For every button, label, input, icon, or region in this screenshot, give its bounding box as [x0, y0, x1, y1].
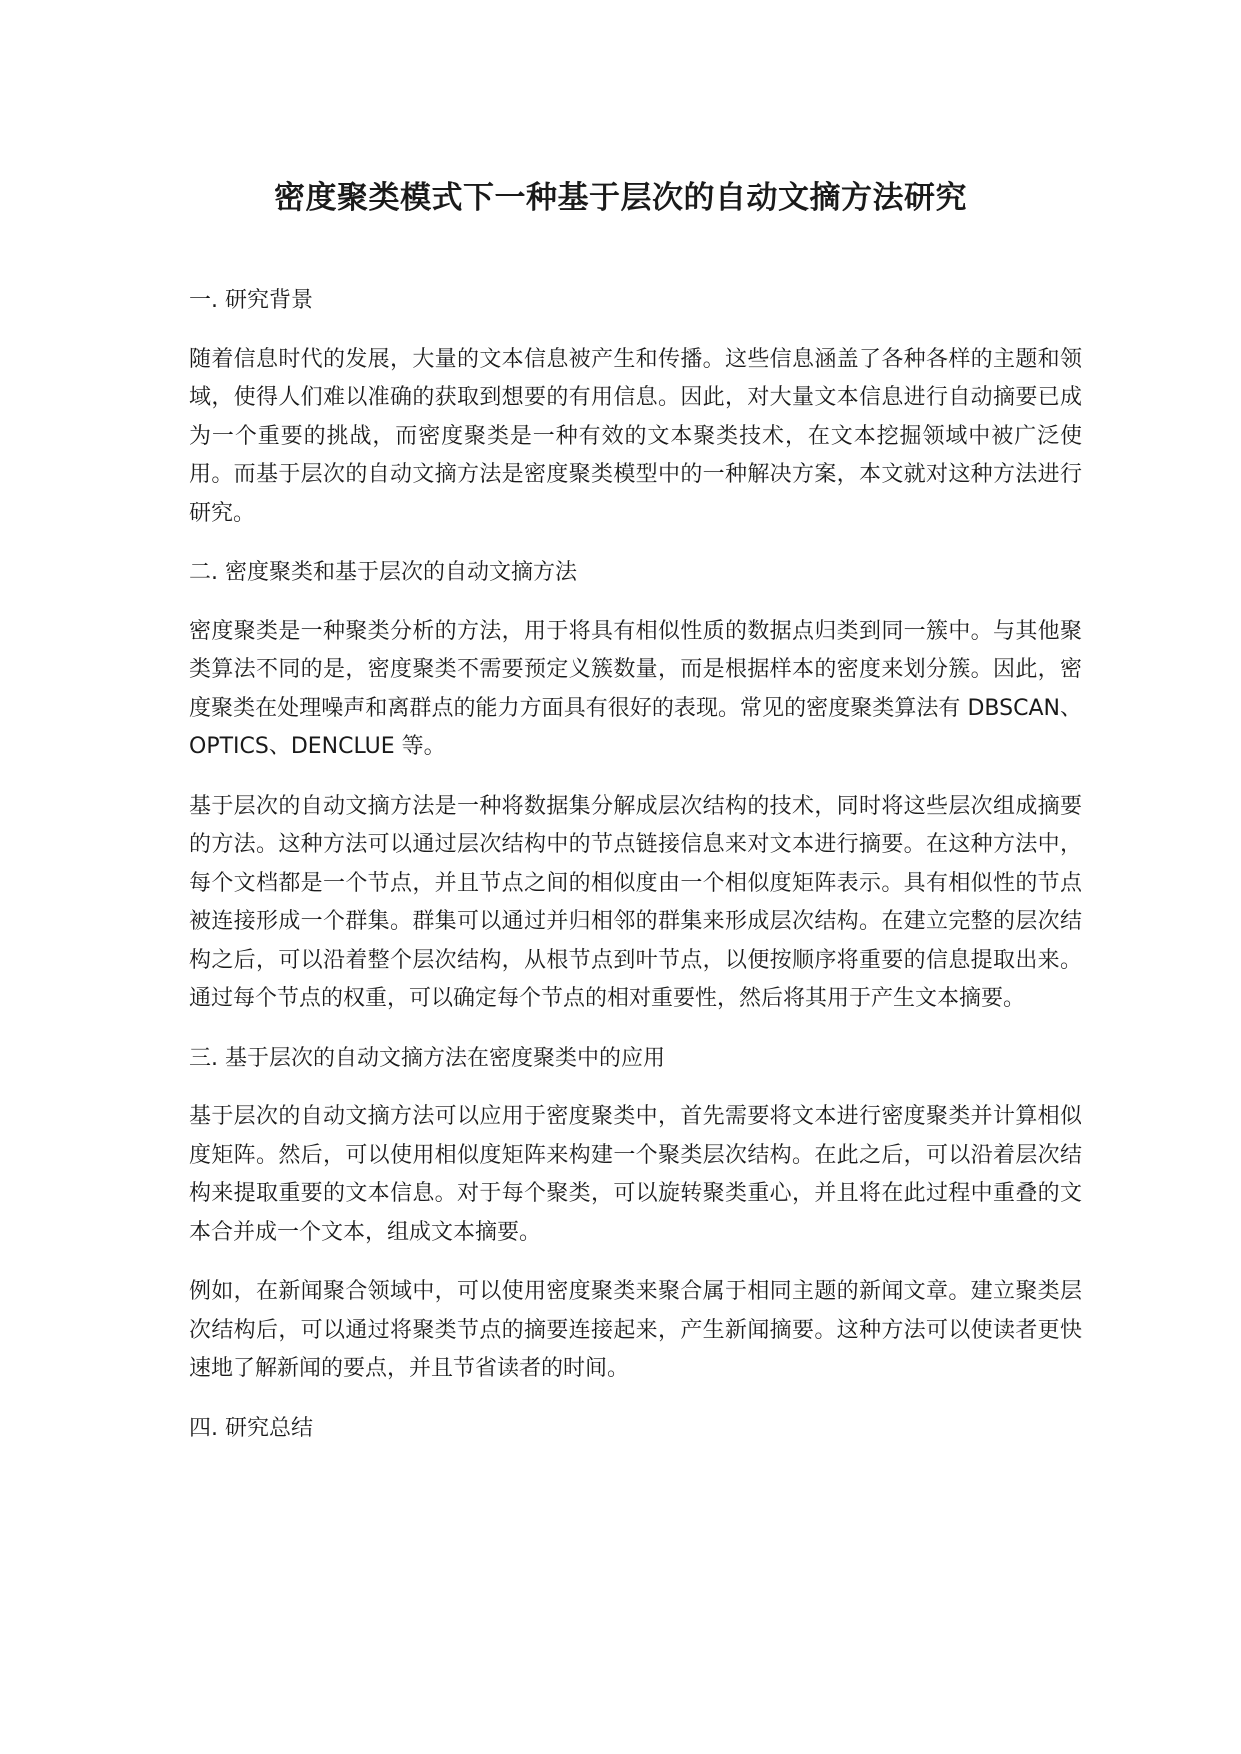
- section-heading: 二. 密度聚类和基于层次的自动文摘方法: [189, 560, 577, 585]
- section-summary: [189, 1410, 1082, 1449]
- section-heading: 四. 研究总结: [189, 1415, 313, 1441]
- section-methods: [189, 554, 1082, 1019]
- paragraph: 随着信息时代的发展，大量的文本信息被产生和传播。这些信息涵盖了各种各样的主题和领域，使得人们难以准确的获取到想要的有用信息。因此，对大量文本信息进行自动摘要已成为一个重要的挑战，而密度聚类是一种有效的文本聚类技术，在文本挖掘领域中被广泛使用。而基于层次的自动文摘方法是密度聚类模型中的一种解决方案，本文就对这种方法进行研究。: [189, 346, 1082, 526]
- document-body: [189, 282, 1082, 1468]
- section-background: [189, 282, 1082, 533]
- section-heading: 一. 研究背景: [189, 288, 313, 313]
- document-title: 密度聚类模式下一种基于层次的自动文摘方法研究: [274, 180, 967, 216]
- paragraph: 例如，在新闻聚合领域中，可以使用密度聚类来聚合属于相同主题的新闻文章。建立聚类层次结构后，可以通过将聚类节点的摘要连接起来，产生新闻摘要。这种方法可以使读者更快速地了解新闻的要点，并且节省读者的时间。: [189, 1279, 1082, 1381]
- section-heading: 三. 基于层次的自动文摘方法在密度聚类中的应用: [189, 1045, 665, 1071]
- paragraph: 密度聚类是一种聚类分析的方法，用于将具有相似性质的数据点归类到同一簇中。与其他聚类算法不同的是，密度聚类不需要预定义簇数量，而是根据样本的密度来划分簇。因此，密度聚类在处理噪声和离群点的能力方面具有很好的表现。常见的密度聚类算法有 DBSCAN、OPTICS、DENCLUE 等。: [189, 618, 1082, 759]
- paragraph: 基于层次的自动文摘方法是一种将数据集分解成层次结构的技术，同时将这些层次组成摘要的方法。这种方法可以通过层次结构中的节点链接信息来对文本进行摘要。在这种方法中，每个文档都是一个节点，并且节点之间的相似度由一个相似度矩阵表示。具有相似性的节点被连接形成一个群集。群集可以通过并归相邻的群集来形成层次结构。在建立完整的层次结构之后，可以沿着整个层次结构，从根节点到叶节点，以便按顺序将重要的信息提取出来。通过每个节点的权重，可以确定每个节点的相对重要性，然后将其用于产生文本摘要。: [189, 793, 1082, 1011]
- paragraph: 基于层次的自动文摘方法可以应用于密度聚类中，首先需要将文本进行密度聚类并计算相似度矩阵。然后，可以使用相似度矩阵来构建一个聚类层次结构。在此之后，可以沿着层次结构来提取重要的文本信息。对于每个聚类，可以旋转聚类重心，并且将在此过程中重叠的文本合并成一个文本，组成文本摘要。: [189, 1104, 1082, 1245]
- section-application: [189, 1040, 1082, 1389]
